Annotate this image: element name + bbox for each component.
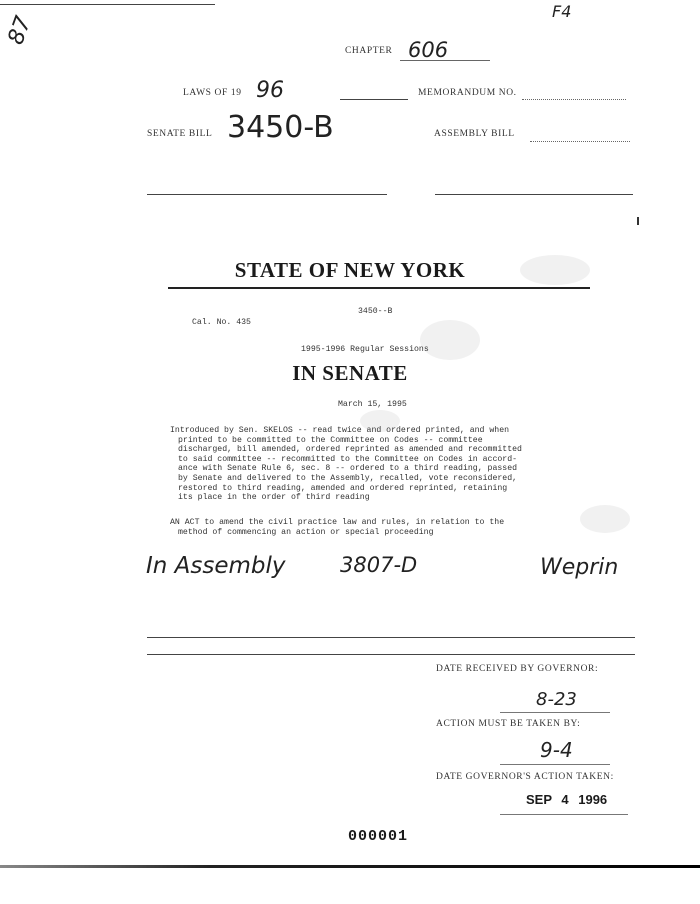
intro-line: restored to third reading, amended and ordered reprinted, retaining	[178, 483, 508, 493]
bill-number: 3450--B	[358, 307, 393, 316]
action-taken-stamp: SEP 4 1996	[526, 792, 608, 807]
memo-label: MEMORANDUM NO.	[418, 88, 517, 98]
laws-label: LAWS OF 19	[183, 88, 242, 98]
lower-rule-2	[147, 654, 635, 655]
act-paragraph	[170, 518, 600, 537]
intro-line: printed to be committed to the Committee on Codes -- committee	[178, 435, 483, 445]
assembly-note-number: 3807-D	[340, 553, 418, 577]
intro-line: Introduced by Sen. SKELOS -- read twice and ordered printed, and when	[170, 426, 510, 435]
lower-rule-1	[147, 637, 635, 638]
action-taken-label: DATE GOVERNOR'S ACTION TAKEN:	[436, 772, 614, 782]
assembly-note-sponsor: Weprin	[540, 555, 619, 580]
blank-rule-left	[147, 194, 387, 195]
intro-line: by Senate and delivered to the Assembly, recalled, vote reconsidered,	[178, 473, 518, 483]
session: 1995-1996 Regular Sessions	[301, 345, 429, 354]
margin-mark	[637, 217, 639, 225]
scan-smudge	[360, 410, 400, 432]
act-line: method of commencing an action or special proceeding	[178, 527, 434, 537]
state-title: STATE OF NEW YORK	[234, 258, 466, 282]
senate-bill-value: 3450-B	[227, 110, 334, 145]
introduction-paragraph	[170, 426, 600, 503]
date-received-underline	[500, 712, 610, 713]
laws-value: 96	[256, 78, 284, 103]
intro-line: discharged, bill amended, ordered reprinted as amended and recommitted	[178, 445, 522, 455]
senate-bill-label: SENATE BILL	[147, 129, 213, 139]
intro-line: its place in the order of third reading	[178, 493, 370, 503]
corner-mark: F4	[552, 2, 572, 21]
scan-smudge	[420, 320, 480, 360]
action-by-label: ACTION MUST BE TAKEN BY:	[436, 719, 581, 729]
bottom-rule	[0, 865, 700, 868]
intro-line: to said committee -- recommitted to the Committee on Codes in accord-	[178, 454, 518, 464]
laws-blank-rule	[340, 99, 408, 100]
chapter-label: CHAPTER	[345, 46, 393, 56]
top-rule	[0, 4, 215, 5]
date-received-label: DATE RECEIVED BY GOVERNOR:	[436, 664, 599, 674]
cal-no: Cal. No. 435	[192, 318, 251, 327]
scan-smudge	[520, 255, 590, 285]
assembly-bill-underline	[530, 141, 630, 142]
blank-rule-right	[435, 194, 633, 195]
act-line: AN ACT to amend the civil practice law and rules, in relation to the	[170, 518, 505, 527]
date-received-value: 8-23	[536, 689, 577, 710]
assembly-note-label: In Assembly	[146, 553, 286, 579]
action-taken-underline	[500, 814, 628, 815]
action-by-value: 9-4	[540, 738, 573, 762]
assembly-bill-label: ASSEMBLY BILL	[434, 129, 515, 139]
corner-number: 87	[3, 13, 37, 48]
page-number: 000001	[348, 828, 409, 845]
chamber-title: IN SENATE	[292, 361, 408, 385]
memo-underline	[522, 99, 626, 100]
scan-smudge	[580, 505, 630, 533]
state-title-rule	[168, 287, 590, 289]
intro-line: ance with Senate Rule 6, sec. 8 -- ordered to a third reading, passed	[178, 464, 518, 474]
bill-date: March 15, 1995	[338, 400, 407, 409]
action-by-underline	[500, 764, 610, 765]
chapter-value: 606	[408, 38, 449, 62]
